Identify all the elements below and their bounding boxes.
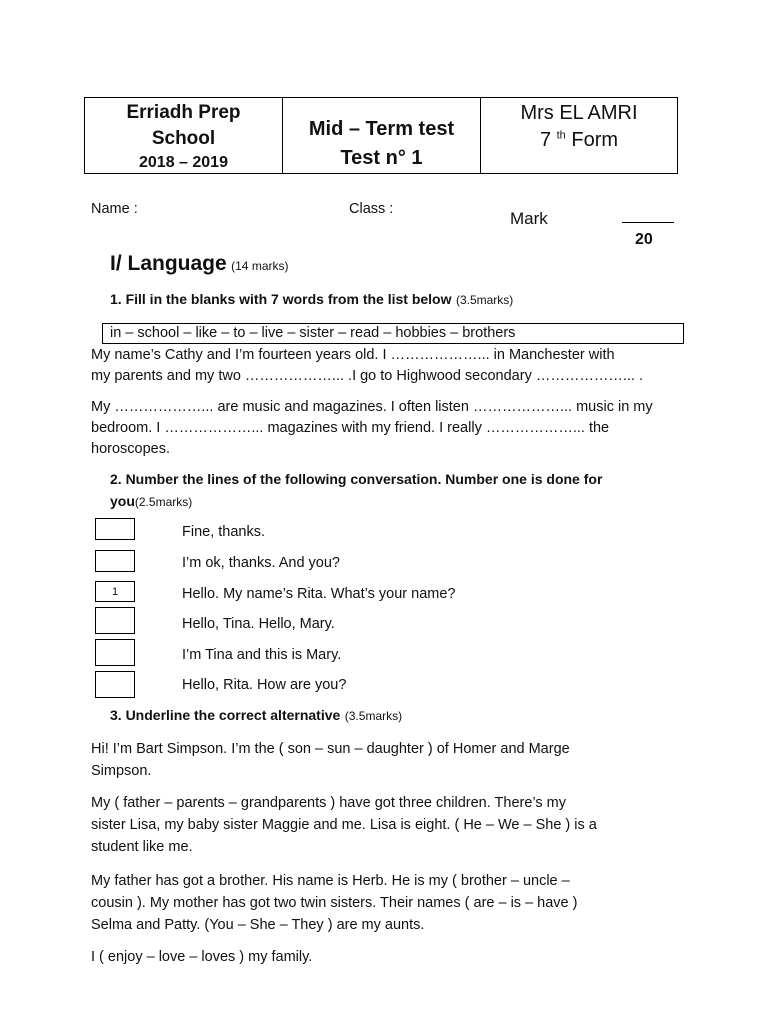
q3-p4-line1: I ( enjoy – love – loves ) my family. — [91, 949, 313, 965]
school-years: 2018 – 2019 — [139, 154, 228, 171]
conversation-line: Hello. My name’s Rita. What’s your name? — [182, 586, 456, 602]
q2-instruction-you: you — [110, 493, 135, 509]
q1-heading — [110, 291, 513, 309]
header-table — [84, 97, 678, 174]
q3-instruction: 3. Underline the correct alternative — [110, 707, 341, 723]
school-name-line1: Erriadh Prep — [126, 102, 241, 123]
q3-paragraph-2 — [91, 792, 691, 858]
q3-p2-line3: student like me. — [91, 839, 193, 855]
q1-p2-line3: horoscopes. — [91, 441, 170, 457]
q1-p2-line2: bedroom. I ………………... magazines with my friend. I really ………………... the — [91, 420, 610, 436]
number-box[interactable] — [95, 550, 135, 572]
q3-p3-line1: My father has got a brother. His name is Herb. He is my ( brother – uncle – — [91, 873, 570, 889]
teacher-name: Mrs EL AMRI — [520, 102, 638, 124]
q2-marks: (2.5marks) — [134, 495, 193, 509]
q3-p2-line2: sister Lisa, my baby sister Maggie and me. Lisa is eight. ( He – We – She ) is a — [91, 817, 597, 833]
form-suffix: th — [556, 129, 566, 142]
school-cell — [85, 98, 283, 173]
test-number: Test n° 1 — [340, 147, 423, 169]
section-title: I/ Language — [110, 252, 227, 275]
q3-p3-line2: cousin ). My mother has got two twin sisters. Their names ( are – is – have ) — [91, 895, 578, 911]
q1-instruction: 1. Fill in the blanks with 7 words from the list below — [110, 291, 452, 307]
q3-p2-line1: My ( father – parents – grandparents ) have got three children. There’s my — [91, 795, 566, 811]
q1-paragraph-2 — [91, 397, 691, 460]
q3-marks: (3.5marks) — [344, 709, 403, 723]
conversation-line: Fine, thanks. — [182, 524, 266, 540]
teacher-cell — [481, 98, 677, 173]
q2-instruction-line2 — [110, 490, 700, 513]
q2-heading — [110, 468, 700, 513]
section-heading — [110, 252, 288, 276]
q3-p3-line3: Selma and Patty. (You – She – They ) are my aunts. — [91, 917, 425, 933]
q3-paragraph-1 — [91, 738, 691, 782]
conversation-line: Hello, Rita. How are you? — [182, 677, 347, 693]
school-name-line2: School — [151, 128, 216, 149]
form-word: Form — [571, 129, 619, 151]
q3-heading — [110, 707, 402, 725]
test-cell — [283, 98, 481, 173]
number-box[interactable] — [95, 671, 135, 698]
q1-p1-line2: my parents and my two ………………... .I go to Highwood secondary ………………... . — [91, 368, 643, 384]
q1-marks: (3.5marks) — [455, 293, 514, 307]
number-box[interactable] — [95, 639, 135, 666]
word-list-box: in – school – like – to – live – sister – read – hobbies – brothers — [102, 323, 684, 344]
q3-p1-line1: Hi! I’m Bart Simpson. I’m the ( son – sun – daughter ) of Homer and Marge — [91, 741, 570, 757]
q3-paragraph-4 — [91, 946, 691, 968]
q3-paragraph-3 — [91, 870, 691, 936]
conversation-line: I’m ok, thanks. And you? — [182, 555, 340, 571]
q2-instruction-line1: 2. Number the lines of the following conversation. Number one is done for — [110, 471, 603, 487]
mark-total: 20 — [635, 231, 653, 248]
q1-p2-line1: My ………………... are music and magazines. I often listen ………………... music in my — [91, 399, 653, 415]
mark-label: Mark — [510, 209, 548, 228]
form-number: 7 — [539, 129, 552, 151]
number-box[interactable]: 1 — [95, 581, 135, 602]
q1-p1-line1: My name’s Cathy and I’m fourteen years old. I ………………... in Manchester with — [91, 347, 615, 363]
class-label: Class : — [349, 201, 394, 217]
number-box[interactable] — [95, 607, 135, 634]
conversation-line: I’m Tina and this is Mary. — [182, 647, 342, 663]
conversation-line: Hello, Tina. Hello, Mary. — [182, 616, 335, 632]
test-title: Mid – Term test — [308, 118, 455, 140]
number-box[interactable] — [95, 518, 135, 540]
q1-paragraph-1 — [91, 345, 691, 387]
form-label — [481, 127, 677, 154]
section-marks: (14 marks) — [231, 259, 289, 273]
mark-divider — [622, 222, 674, 223]
name-label: Name : — [91, 201, 138, 217]
q3-p1-line2: Simpson. — [91, 763, 152, 779]
